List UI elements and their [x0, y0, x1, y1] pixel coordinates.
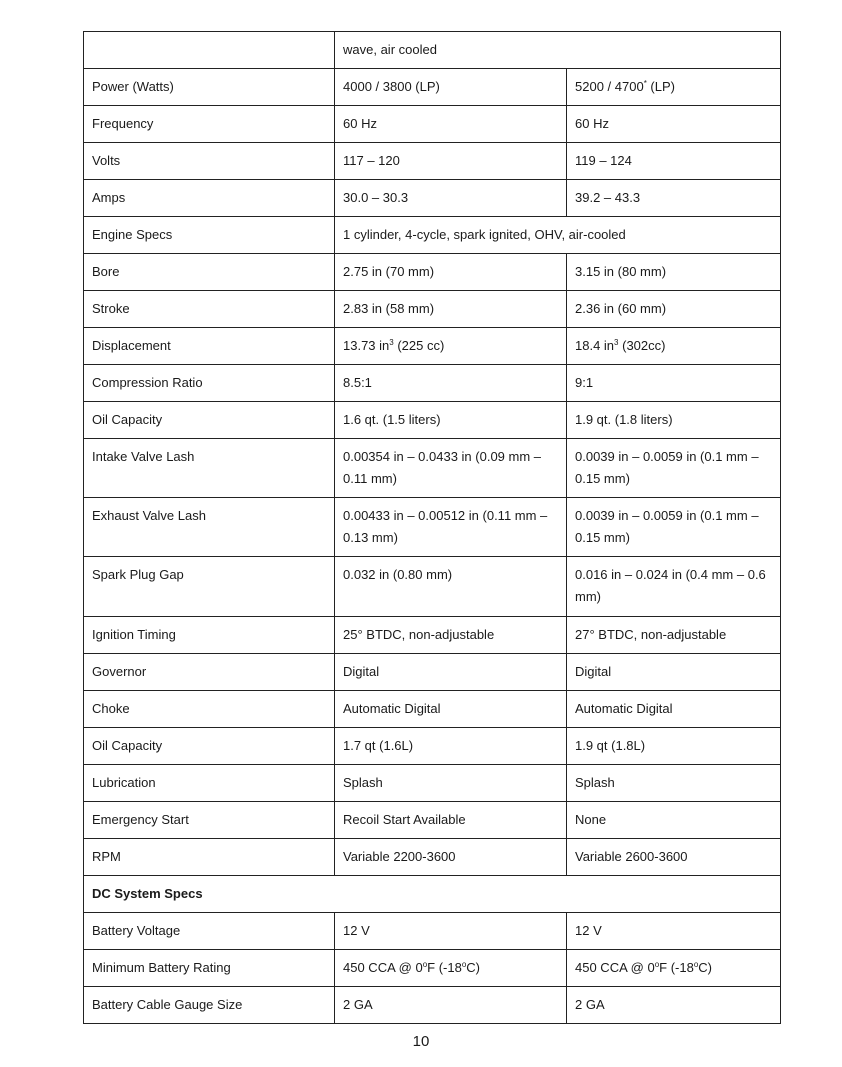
table-row — [84, 291, 781, 328]
section-row — [84, 876, 781, 913]
spec-value-model-a: 2 GA — [335, 987, 567, 1024]
spec-value-model-b: 27° BTDC, non-adjustable — [567, 617, 781, 654]
spec-label: Spark Plug Gap — [84, 557, 335, 617]
table-row — [84, 839, 781, 876]
table-row — [84, 106, 781, 143]
spec-value-model-b: 0.0039 in – 0.0059 in (0.1 mm – 0.15 mm) — [567, 439, 781, 498]
table-row — [84, 439, 781, 498]
spec-label: Compression Ratio — [84, 365, 335, 402]
spec-value-model-a: 4000 / 3800 (LP) — [335, 69, 567, 106]
spec-label: RPM — [84, 839, 335, 876]
table-row — [84, 950, 781, 987]
spec-value-model-a: Recoil Start Available — [335, 802, 567, 839]
table-row — [84, 728, 781, 765]
spec-label: Governor — [84, 654, 335, 691]
table-row — [84, 180, 781, 217]
table-row — [84, 913, 781, 950]
table-row — [84, 143, 781, 180]
spec-value-model-a: 117 – 120 — [335, 143, 567, 180]
spec-label: Minimum Battery Rating — [84, 950, 335, 987]
spec-value-model-b: Splash — [567, 765, 781, 802]
spec-label: Oil Capacity — [84, 728, 335, 765]
spec-value-model-b: 119 – 124 — [567, 143, 781, 180]
spec-value-model-b: 1.9 qt. (1.8 liters) — [567, 402, 781, 439]
spec-value-model-b: Variable 2600-3600 — [567, 839, 781, 876]
table-row — [84, 402, 781, 439]
spec-value-model-b: Digital — [567, 654, 781, 691]
spec-value-model-b: 5200 / 4700* (LP) — [567, 69, 781, 106]
spec-label: Intake Valve Lash — [84, 439, 335, 498]
spec-value-model-b: 9:1 — [567, 365, 781, 402]
spec-label: Displacement — [84, 328, 335, 365]
spec-label: Choke — [84, 691, 335, 728]
table-row — [84, 617, 781, 654]
spec-value-model-a: 25° BTDC, non-adjustable — [335, 617, 567, 654]
table-row — [84, 498, 781, 557]
spec-value-model-a: Digital — [335, 654, 567, 691]
spec-label: Amps — [84, 180, 335, 217]
table-row — [84, 802, 781, 839]
spec-label: Battery Voltage — [84, 913, 335, 950]
spec-value-model-a: 1.6 qt. (1.5 liters) — [335, 402, 567, 439]
spec-label: Engine Specs — [84, 217, 335, 254]
spec-value-model-b: 60 Hz — [567, 106, 781, 143]
spec-label: Battery Cable Gauge Size — [84, 987, 335, 1024]
spec-value-model-a: 30.0 – 30.3 — [335, 180, 567, 217]
spec-label: Frequency — [84, 106, 335, 143]
spec-label: Stroke — [84, 291, 335, 328]
spec-value-model-b: 450 CCA @ 0$^o$F (-18$^o$C) — [567, 950, 781, 987]
spec-label: Emergency Start — [84, 802, 335, 839]
table-row — [84, 254, 781, 291]
spec-value-model-a: 12 V — [335, 913, 567, 950]
spec-value-model-a: 60 Hz — [335, 106, 567, 143]
spec-label — [84, 32, 335, 69]
table-row — [84, 654, 781, 691]
spec-value-model-a: 13.73 $in^3$ (225 cc) — [335, 328, 567, 365]
spec-label: Power (Watts) — [84, 69, 335, 106]
spec-label: Bore — [84, 254, 335, 291]
spec-value-model-b: 0.0039 in – 0.0059 in (0.1 mm – 0.15 mm) — [567, 498, 781, 557]
spec-value-model-b: 1.9 qt (1.8L) — [567, 728, 781, 765]
spec-value-model-b: Automatic Digital — [567, 691, 781, 728]
spec-value-model-a: 0.00433 in – 0.00512 in (0.11 mm – 0.13 mm) — [335, 498, 567, 557]
spec-value-model-b: 2 GA — [567, 987, 781, 1024]
spec-value-model-b: 0.016 in – 0.024 in (0.4 mm – 0.6 mm) — [567, 557, 781, 617]
spec-label: Oil Capacity — [84, 402, 335, 439]
table-row — [84, 765, 781, 802]
spec-value-model-a: Automatic Digital — [335, 691, 567, 728]
spec-value-model-a: 2.75 in (70 mm) — [335, 254, 567, 291]
spec-value-model-b: 2.36 in (60 mm) — [567, 291, 781, 328]
spec-value-model-b: 18.4 $in^3$ (302cc) — [567, 328, 781, 365]
table-row — [84, 32, 781, 69]
spec-value-model-a: 1.7 qt (1.6L) — [335, 728, 567, 765]
spec-value-model-a: 0.00354 in – 0.0433 in (0.09 mm – 0.11 mm) — [335, 439, 567, 498]
spec-table — [83, 31, 781, 1024]
spec-value-model-b: 12 V — [567, 913, 781, 950]
spec-value-model-a: 450 CCA @ 0$^o$F (-18$^o$C) — [335, 950, 567, 987]
spec-label: Lubrication — [84, 765, 335, 802]
table-row — [84, 328, 781, 365]
spec-value-model-a: Splash — [335, 765, 567, 802]
spec-value-model-a: 2.83 in (58 mm) — [335, 291, 567, 328]
spec-value-model-a: 0.032 in (0.80 mm) — [335, 557, 567, 617]
table-row — [84, 557, 781, 617]
spec-value-model-a: 1 cylinder, 4-cycle, spark ignited, OHV, air-cooled — [335, 217, 781, 254]
spec-value-model-a: Variable 2200-3600 — [335, 839, 567, 876]
spec-table-body — [84, 32, 781, 1024]
spec-value-model-b: 39.2 – 43.3 — [567, 180, 781, 217]
spec-label: Exhaust Valve Lash — [84, 498, 335, 557]
spec-label: Ignition Timing — [84, 617, 335, 654]
page-number: 10 — [412, 1033, 430, 1050]
spec-value-model-a: wave, air cooled — [335, 32, 781, 69]
table-row — [84, 365, 781, 402]
spec-value-model-b: None — [567, 802, 781, 839]
table-row — [84, 217, 781, 254]
table-row — [84, 987, 781, 1024]
spec-value-model-a: 8.5:1 — [335, 365, 567, 402]
table-row — [84, 69, 781, 106]
table-row — [84, 691, 781, 728]
spec-label: Volts — [84, 143, 335, 180]
section-label: DC System Specs — [84, 876, 781, 913]
spec-value-model-b: 3.15 in (80 mm) — [567, 254, 781, 291]
